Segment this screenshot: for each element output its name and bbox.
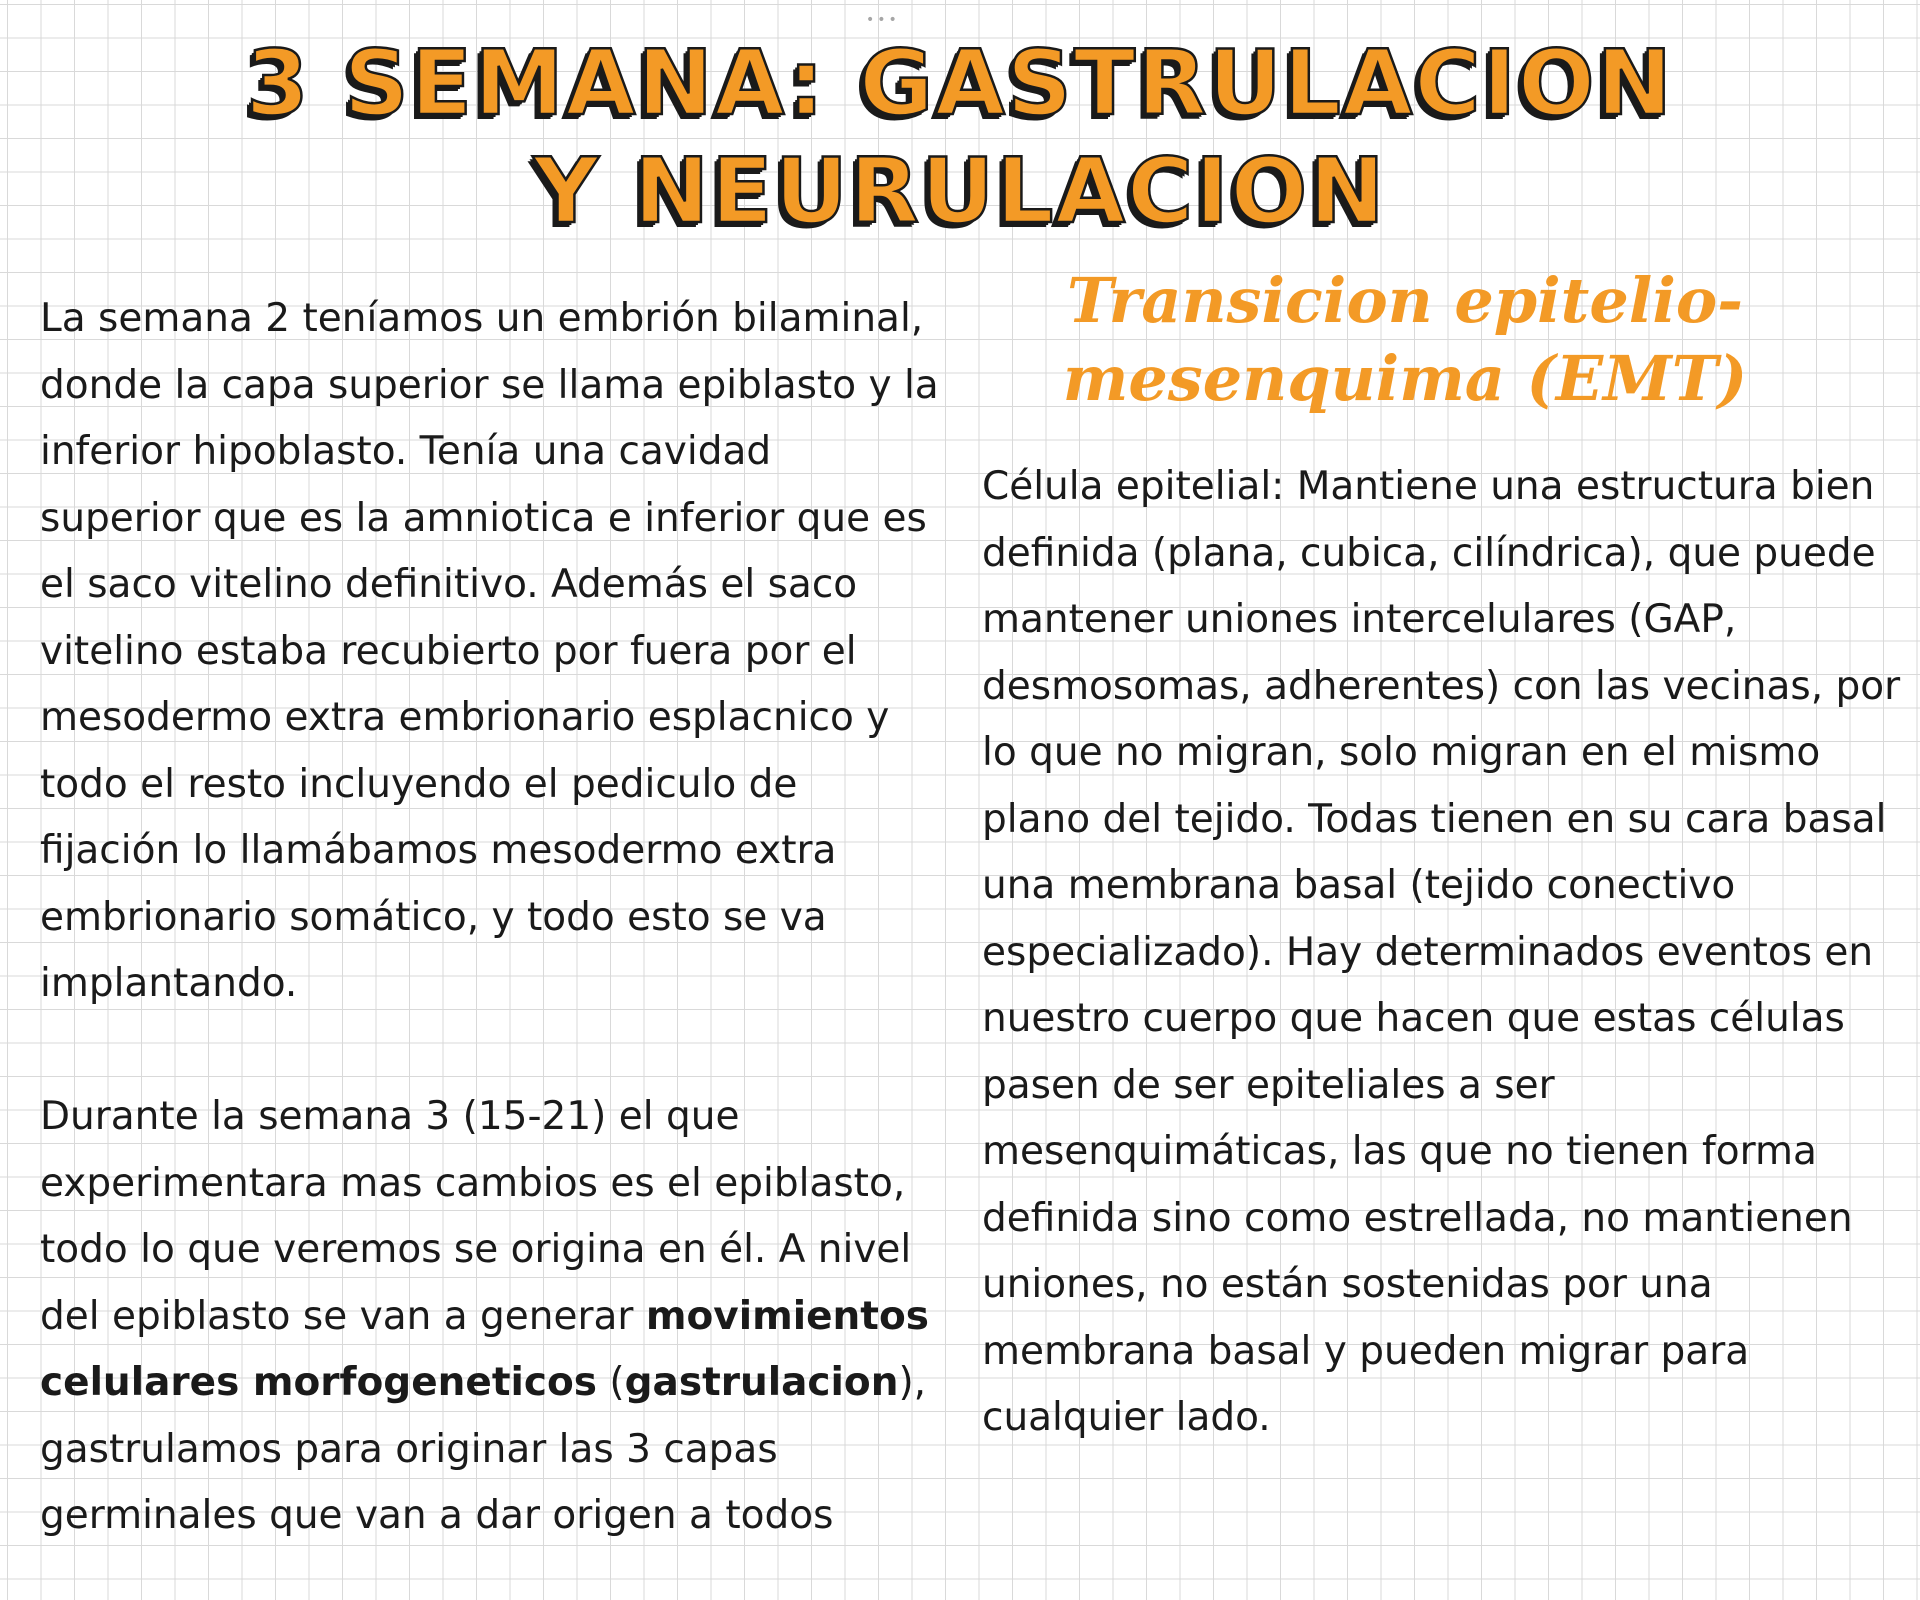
left-column [40, 286, 940, 1550]
bold-term-gastrulacion: gastrulacion [624, 1360, 899, 1405]
title-line-1: 3 SEMANA: GASTRULACION [246, 31, 1674, 136]
paragraph-semana-3 [40, 1084, 940, 1550]
paragraph-text: ), gastrulamos para originar las 3 capas germinales que van a dar origen a todos [40, 1360, 927, 1538]
paragraph-text: Durante la semana 3 (15-21) el que experimentara mas cambios es el epiblasto, todo lo que veremos se origina en él. A nivel del epiblasto se van a generar [40, 1094, 912, 1339]
page-title [0, 30, 1920, 246]
title-line-2: Y NEURULACION [533, 139, 1387, 244]
paragraph-celula-epitelial: Célula epitelial: Mantiene una estructura bien definida (plana, cubica, cilíndrica), que puede mantener uniones intercelulares (GAP, desmosomas, adherentes) con las vecinas, por lo que no migran, solo migran en el mismo plano del tejido. Todas tienen en su cara basal una membrana basal (tejido conectivo especializado). Hay determinados eventos en nuestro cuerpo que hacen que estas células pasen de ser epiteliales a ser mesenquimáticas, las que no tienen forma definida sino como estrellada, no mantienen uniones, no están sostenidas por una membrana basal y pueden migrar para cualquier lado. [982, 464, 1901, 1440]
paragraph-semana-2: La semana 2 teníamos un embrión bilaminal, donde la capa superior se llama epiblasto y la inferior hipoblasto. Tenía una cavidad superior que es la amniotica e inferior que es el saco vitelino definitivo. Además el saco vitelino estaba recubierto por fuera por el mesodermo extra embrionario esplacnico y todo el resto incluyendo el pediculo de fijación lo llamábamos mesodermo extra embrionario somático, y todo esto se va implantando. [40, 296, 939, 1006]
right-column [982, 454, 1902, 1452]
drag-handle-icon[interactable]: ••• [866, 12, 900, 28]
paragraph-text: ( [597, 1360, 625, 1405]
section-subtitle-emt: Transicion epitelio-mesenquima (EMT) [1062, 264, 1748, 415]
bold-term-movimientos: movimientos celulares morfogeneticos [40, 1293, 929, 1405]
